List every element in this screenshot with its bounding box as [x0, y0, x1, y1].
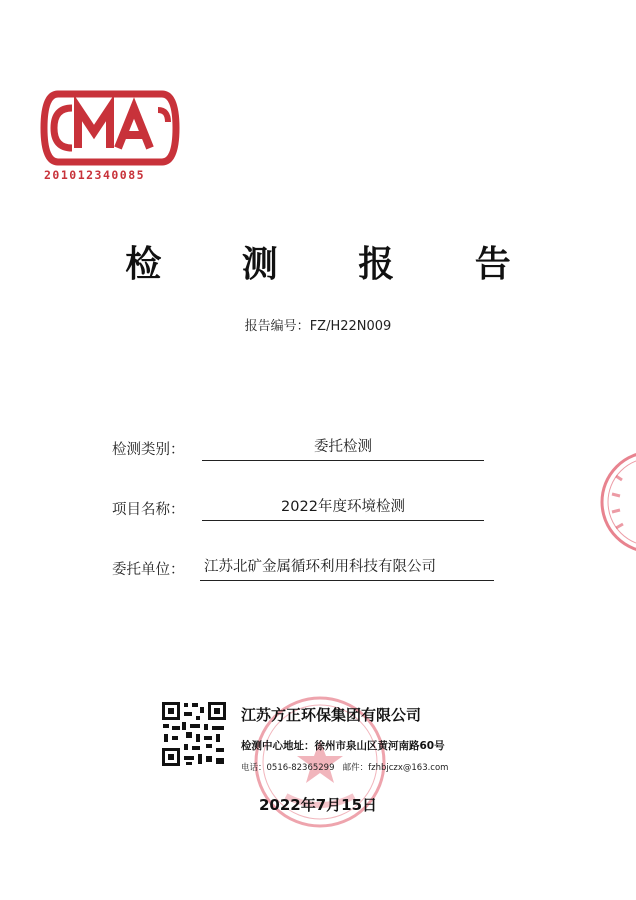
cma-certification-mark: [40, 88, 180, 198]
qr-code-icon: [160, 700, 228, 768]
report-number-value: FZ/H22N009: [309, 319, 392, 334]
cma-logo-icon: [40, 88, 180, 168]
phone-value: 0516-82365299: [266, 763, 335, 773]
page-title: 检 测 报 告: [125, 244, 545, 285]
address-value: 徐州市泉山区黄河南路60号: [314, 740, 445, 752]
field-project-name: [112, 494, 492, 522]
company-name: 江苏方正环保集团有限公司: [241, 706, 422, 724]
email-value: fzhbjczx@163.com: [368, 763, 449, 773]
report-number: [0, 315, 636, 334]
field-detection-type: [112, 434, 492, 462]
field-value: 江苏北矿金属循环利用科技有限公司: [200, 554, 494, 581]
seal-stamp-right: [596, 446, 636, 556]
field-client: [112, 554, 492, 582]
cma-code: 201012340085: [44, 168, 146, 182]
qr-code: [160, 700, 228, 768]
address-label: 检测中心地址：: [241, 740, 315, 752]
report-number-label: 报告编号：: [244, 319, 310, 334]
field-label: 项目名称：: [112, 502, 185, 518]
seal-icon: [596, 446, 636, 556]
field-label: 委托单位：: [112, 562, 185, 578]
email-label: 邮件：: [342, 763, 369, 773]
company-address: [241, 738, 445, 753]
report-date: 2022年7月15日: [258, 796, 378, 814]
field-value: 委托检测: [202, 434, 484, 461]
company-contact: [241, 761, 448, 773]
field-value: 2022年度环境检测: [202, 494, 484, 521]
phone-label: 电话：: [241, 763, 267, 773]
field-label: 检测类别：: [112, 442, 185, 458]
